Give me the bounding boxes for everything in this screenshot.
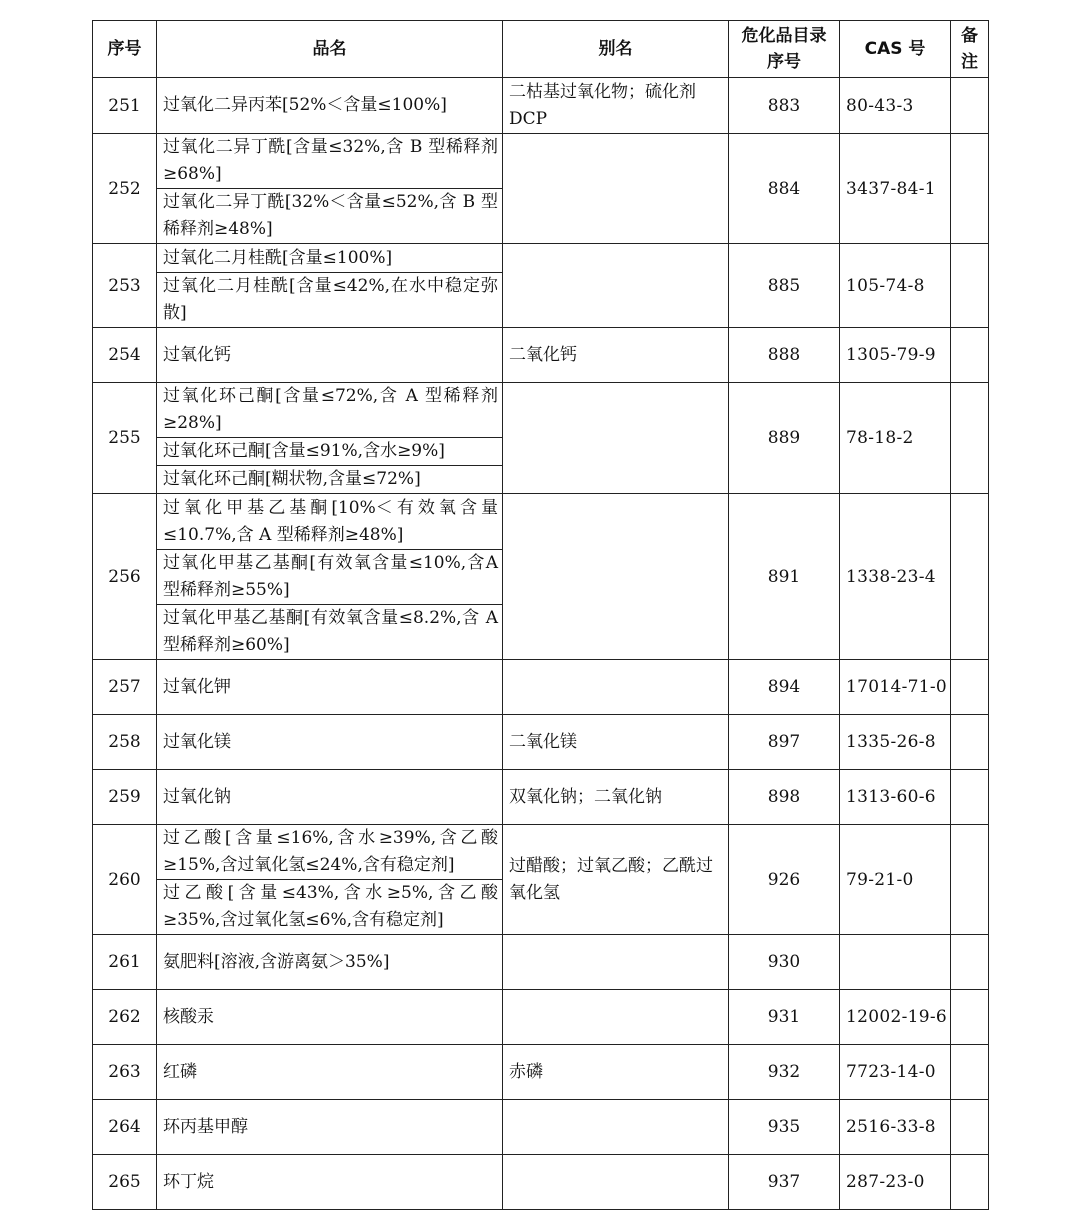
row-name: 过氧化甲基乙基酮[有效氧含量≤10%,含A 型稀释剂≥55%]	[157, 549, 502, 604]
row-name-cell	[157, 1155, 503, 1210]
row-name-cell	[157, 715, 503, 770]
row-name-cell	[157, 494, 503, 660]
row-note	[951, 660, 989, 715]
row-index: 261	[93, 935, 157, 990]
row-index: 253	[93, 244, 157, 328]
row-name: 过乙酸[含量≤16%,含水≥39%,含乙酸≥15%,含过氧化氢≤24%,含有稳定剂]	[163, 828, 498, 875]
row-name-cell	[157, 134, 503, 244]
row-note	[951, 1045, 989, 1100]
row-note	[951, 1100, 989, 1155]
row-cas-number: 12002-19-6	[840, 990, 951, 1045]
row-catalog-number: 889	[729, 383, 840, 494]
row-alias	[503, 494, 729, 660]
row-alias	[503, 383, 729, 494]
table-row	[93, 715, 989, 770]
header-note-line2: 注	[961, 52, 978, 72]
row-catalog-number: 888	[729, 328, 840, 383]
row-index: 259	[93, 770, 157, 825]
header-row	[93, 21, 989, 78]
table-row	[93, 328, 989, 383]
row-name: 过氧化钠	[163, 786, 231, 807]
row-name-cell	[157, 244, 503, 328]
row-cas-number: 78-18-2	[840, 383, 951, 494]
row-name-cell	[157, 825, 503, 935]
row-name-cell	[157, 935, 503, 990]
row-index: 252	[93, 134, 157, 244]
row-name: 过乙酸[含量≤43%,含水≥5%,含乙酸≥35%,含过氧化氢≤6%,含有稳定剂]	[157, 879, 502, 934]
row-name: 氨肥料[溶液,含游离氨＞35%]	[163, 951, 390, 972]
row-catalog-number: 937	[729, 1155, 840, 1210]
table-row	[93, 244, 989, 328]
row-name: 过氧化环己酮[糊状物,含量≤72%]	[157, 465, 502, 493]
row-name: 核酸汞	[163, 1006, 214, 1027]
row-alias	[503, 134, 729, 244]
row-catalog-number: 897	[729, 715, 840, 770]
row-alias	[503, 935, 729, 990]
table-body	[93, 78, 989, 1210]
row-cas-number: 105-74-8	[840, 244, 951, 328]
row-cas-number: 1313-60-6	[840, 770, 951, 825]
row-index: 265	[93, 1155, 157, 1210]
chemical-table	[92, 20, 989, 1210]
row-name: 过氧化二异丙苯[52%＜含量≤100%]	[163, 95, 447, 115]
row-cas-number: 7723-14-0	[840, 1045, 951, 1100]
row-index: 262	[93, 990, 157, 1045]
table-row	[93, 825, 989, 935]
row-note	[951, 78, 989, 134]
header-catalog-line2: 序号	[767, 52, 801, 72]
row-name-cell	[157, 660, 503, 715]
row-catalog-number: 930	[729, 935, 840, 990]
row-name: 过氧化甲基乙基酮[10%＜有效氧含量≤10.7%,含 A 型稀释剂≥48%]	[163, 497, 498, 545]
row-name: 过氧化钾	[163, 676, 231, 697]
row-catalog-number: 926	[729, 825, 840, 935]
row-note	[951, 715, 989, 770]
row-index: 257	[93, 660, 157, 715]
row-name: 过氧化二月桂酰[含量≤42%,在水中稳定弥散]	[157, 272, 502, 327]
row-name: 环丙基甲醇	[163, 1116, 248, 1137]
table-row	[93, 383, 989, 494]
table-row	[93, 494, 989, 660]
row-cas-number: 3437-84-1	[840, 134, 951, 244]
row-alias	[503, 244, 729, 328]
row-note	[951, 1155, 989, 1210]
row-name-cell	[157, 1100, 503, 1155]
row-cas-number: 1335-26-8	[840, 715, 951, 770]
row-index: 264	[93, 1100, 157, 1155]
row-cas-number: 287-23-0	[840, 1155, 951, 1210]
row-note	[951, 825, 989, 935]
row-name-cell	[157, 1045, 503, 1100]
row-catalog-number: 883	[729, 78, 840, 134]
row-name-cell	[157, 770, 503, 825]
header-note	[951, 21, 989, 78]
row-index: 258	[93, 715, 157, 770]
row-cas-number: 17014-71-0	[840, 660, 951, 715]
header-catalog-line1: 危化品目录	[741, 26, 827, 46]
row-alias: 二氧化镁	[503, 715, 729, 770]
table-row	[93, 78, 989, 134]
row-name: 过氧化甲基乙基酮[有效氧含量≤8.2%,含 A 型稀释剂≥60%]	[157, 604, 502, 659]
table-row	[93, 660, 989, 715]
row-catalog-number: 884	[729, 134, 840, 244]
row-note	[951, 134, 989, 244]
row-note	[951, 494, 989, 660]
row-index: 260	[93, 825, 157, 935]
row-note	[951, 383, 989, 494]
row-cas-number: 80-43-3	[840, 78, 951, 134]
row-alias	[503, 990, 729, 1045]
row-catalog-number: 935	[729, 1100, 840, 1155]
row-alias: 双氧化钠；二氧化钠	[503, 770, 729, 825]
row-alias	[503, 660, 729, 715]
row-catalog-number: 931	[729, 990, 840, 1045]
header-note-line1: 备	[961, 26, 978, 46]
row-catalog-number: 932	[729, 1045, 840, 1100]
row-note	[951, 770, 989, 825]
row-index: 263	[93, 1045, 157, 1100]
row-alias: 过醋酸；过氧乙酸；乙酰过氧化氢	[503, 825, 729, 935]
header-name: 品名	[157, 21, 503, 78]
row-catalog-number: 894	[729, 660, 840, 715]
header-cas: CAS 号	[840, 21, 951, 78]
row-cas-number	[840, 935, 951, 990]
row-name-cell	[157, 78, 503, 134]
row-alias: 二枯基过氧化物；硫化剂DCP	[503, 78, 729, 134]
row-note	[951, 935, 989, 990]
row-note	[951, 244, 989, 328]
row-name-cell	[157, 328, 503, 383]
row-name-cell	[157, 383, 503, 494]
row-note	[951, 328, 989, 383]
row-name: 环丁烷	[163, 1171, 214, 1192]
row-index: 254	[93, 328, 157, 383]
row-name: 过氧化二月桂酰[含量≤100%]	[163, 247, 393, 268]
row-name: 过氧化二异丁酰[含量≤32%,含 B 型稀释剂≥68%]	[163, 137, 498, 184]
table-row	[93, 1100, 989, 1155]
table-row	[93, 935, 989, 990]
row-alias: 赤磷	[503, 1045, 729, 1100]
row-name: 过氧化镁	[163, 731, 231, 752]
table-row	[93, 990, 989, 1045]
row-catalog-number: 898	[729, 770, 840, 825]
row-catalog-number: 885	[729, 244, 840, 328]
header-alias: 别名	[503, 21, 729, 78]
row-note	[951, 990, 989, 1045]
row-name-cell	[157, 990, 503, 1045]
header-catalog	[729, 21, 840, 78]
row-cas-number: 1305-79-9	[840, 328, 951, 383]
row-index: 256	[93, 494, 157, 660]
row-index: 251	[93, 78, 157, 134]
row-name: 过氧化二异丁酰[32%＜含量≤52%,含 B 型稀释剂≥48%]	[157, 188, 502, 243]
table-row	[93, 1155, 989, 1210]
row-index: 255	[93, 383, 157, 494]
row-cas-number: 2516-33-8	[840, 1100, 951, 1155]
row-cas-number: 79-21-0	[840, 825, 951, 935]
table-row	[93, 134, 989, 244]
row-name: 过氧化环己酮[含量≤91%,含水≥9%]	[157, 437, 502, 465]
row-name: 过氧化钙	[163, 344, 231, 365]
table-row	[93, 1045, 989, 1100]
row-alias	[503, 1155, 729, 1210]
row-catalog-number: 891	[729, 494, 840, 660]
row-name: 过氧化环己酮[含量≤72%,含 A 型稀释剂≥28%]	[163, 386, 498, 433]
row-alias	[503, 1100, 729, 1155]
row-cas-number: 1338-23-4	[840, 494, 951, 660]
row-name: 红磷	[163, 1061, 197, 1082]
row-alias: 二氧化钙	[503, 328, 729, 383]
header-idx: 序号	[93, 21, 157, 78]
table-row	[93, 770, 989, 825]
